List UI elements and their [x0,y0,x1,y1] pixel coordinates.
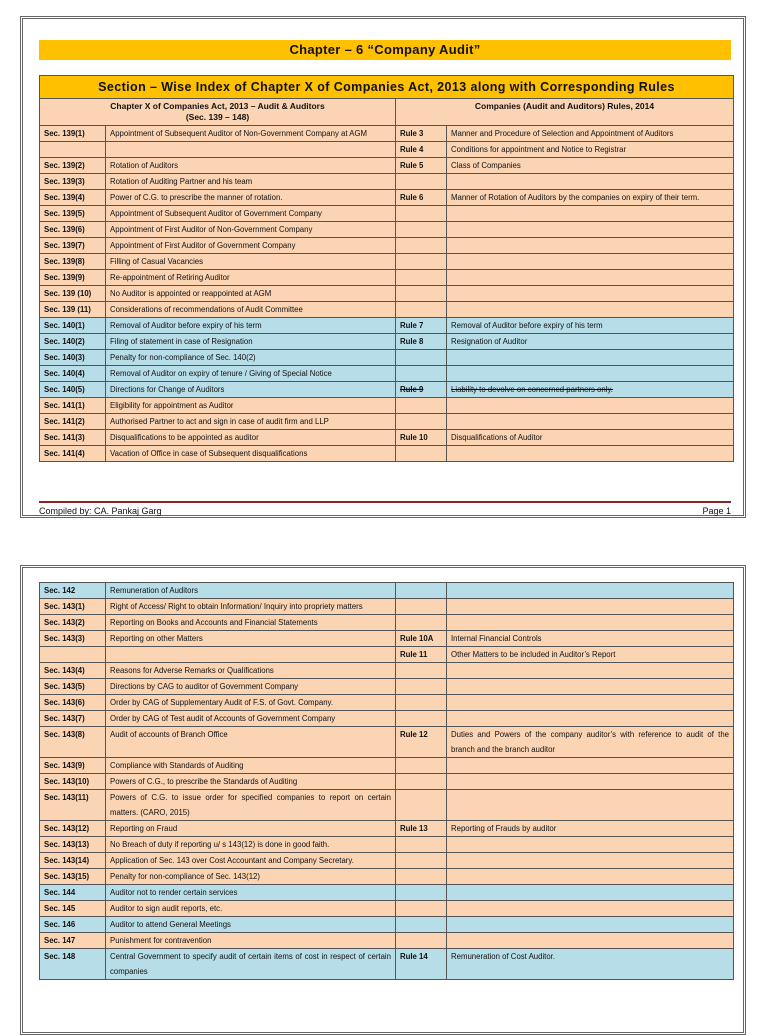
table-row [40,238,734,254]
rule-number-cell [396,254,447,270]
section-number-cell: Sec. 139(5) [40,206,106,222]
section-number-cell: Sec. 143(14) [40,853,106,869]
rule-number-cell [396,901,447,917]
section-number-cell: Sec. 145 [40,901,106,917]
section-description-cell: Removal of Auditor before expiry of his term [106,318,396,334]
section-description-cell: Right of Access/ Right to obtain Information/ Inquiry into propriety matters [106,599,396,615]
table-row [40,663,734,679]
section-description-cell: Compliance with Standards of Auditing [106,758,396,774]
rule-description-cell [447,302,734,318]
rule-number-cell: Rule 10 [396,430,447,446]
rule-description-cell [447,350,734,366]
rule-number-cell [396,206,447,222]
table-row [40,270,734,286]
section-number-cell: Sec. 139(2) [40,158,106,174]
table-row [40,142,734,158]
section-number-cell: Sec. 146 [40,917,106,933]
section-description-cell: Remuneration of Auditors [106,583,396,599]
rule-description-cell: Remuneration of Cost Auditor. [447,949,734,980]
section-description-cell: Reporting on Books and Accounts and Financial Statements [106,615,396,631]
rule-description-cell [447,933,734,949]
section-number-cell: Sec. 143(1) [40,599,106,615]
rule-description-cell [447,222,734,238]
rule-number-cell [396,917,447,933]
section-description-cell: Considerations of recommendations of Audit Committee [106,302,396,318]
rule-description-cell [447,885,734,901]
rule-number-cell: Rule 11 [396,647,447,663]
rule-description-cell [447,599,734,615]
rule-description-cell: Manner and Procedure of Selection and Appointment of Auditors [447,126,734,142]
table-row [40,366,734,382]
section-description-cell: Rotation of Auditors [106,158,396,174]
rule-description-cell [447,238,734,254]
rule-description-cell [447,414,734,430]
section-number-cell: Sec. 143(6) [40,695,106,711]
rule-number-cell [396,933,447,949]
table-row [40,174,734,190]
table-row [40,334,734,350]
table-body [40,126,734,462]
table-row [40,302,734,318]
table-row [40,126,734,142]
table-row [40,790,734,821]
section-description-cell: Authorised Partner to act and sign in case of audit firm and LLP [106,414,396,430]
section-index-table-continued [39,582,734,980]
section-number-cell: Sec. 143(8) [40,727,106,758]
table-row [40,254,734,270]
rule-number-cell [396,679,447,695]
table-row [40,430,734,446]
rule-description-cell [447,917,734,933]
section-number-cell: Sec. 144 [40,885,106,901]
section-number-cell: Sec. 140(2) [40,334,106,350]
table-row [40,821,734,837]
column-header-act-range: (Sec. 139 – 148) [185,112,250,122]
rule-description-cell: Disqualifications of Auditor [447,430,734,446]
rule-description-cell [447,790,734,821]
section-description-cell: Filing of statement in case of Resignation [106,334,396,350]
rule-number-cell [396,222,447,238]
table-row [40,615,734,631]
rule-number-cell [396,695,447,711]
table-row [40,599,734,615]
section-description-cell: No Auditor is appointed or reappointed at AGM [106,286,396,302]
section-description-cell: Appointment of First Auditor of Non-Government Company [106,222,396,238]
rule-number-cell [396,366,447,382]
section-number-cell: Sec. 143(13) [40,837,106,853]
table-row [40,885,734,901]
rule-number-cell [396,758,447,774]
section-description-cell: Auditor to attend General Meetings [106,917,396,933]
rule-description-cell: Manner of Rotation of Auditors by the companies on expiry of their term. [447,190,734,206]
table-row [40,631,734,647]
rule-number-cell [396,663,447,679]
column-header-act-title: Chapter X of Companies Act, 2013 – Audit & Auditors [110,101,325,111]
rule-number-cell [396,414,447,430]
section-title-row [40,76,734,99]
table-row [40,949,734,980]
section-description-cell: Re-appointment of Retiring Auditor [106,270,396,286]
table-row [40,837,734,853]
rule-number-cell [396,790,447,821]
table-row [40,647,734,663]
rule-description-cell [447,695,734,711]
section-number-cell: Sec. 139(9) [40,270,106,286]
section-number-cell: Sec. 143(15) [40,869,106,885]
rule-description-cell [447,663,734,679]
section-description-cell: Rotation of Auditing Partner and his team [106,174,396,190]
rule-description-cell: Duties and Powers of the company auditor’s with reference to audit of the branch and the branch auditor [447,727,734,758]
section-number-cell: Sec. 147 [40,933,106,949]
rule-description-cell [447,446,734,462]
section-number-cell: Sec. 139 (10) [40,286,106,302]
rule-description-cell [447,583,734,599]
section-number-cell [40,647,106,663]
rule-description-cell [447,174,734,190]
rule-number-cell: Rule 12 [396,727,447,758]
rule-number-cell [396,238,447,254]
section-description-cell: Auditor not to render certain services [106,885,396,901]
section-number-cell: Sec. 143(10) [40,774,106,790]
table-row [40,758,734,774]
rule-description-cell [447,254,734,270]
section-number-cell: Sec. 148 [40,949,106,980]
rule-number-cell [396,837,447,853]
rule-description-cell [447,901,734,917]
section-description-cell: Powers of C.G., to prescribe the Standards of Auditing [106,774,396,790]
rule-number-cell [396,615,447,631]
table-row [40,679,734,695]
table-row [40,901,734,917]
section-title: Section – Wise Index of Chapter X of Companies Act, 2013 along with Corresponding Rules [40,76,734,99]
rule-description-cell [447,206,734,222]
section-description-cell: Reporting on other Matters [106,631,396,647]
section-number-cell: Sec. 139(4) [40,190,106,206]
section-number-cell: Sec. 143(2) [40,615,106,631]
section-number-cell: Sec. 140(5) [40,382,106,398]
rule-description-cell [447,869,734,885]
section-number-cell [40,142,106,158]
table-row [40,350,734,366]
rule-number-cell [396,270,447,286]
rule-number-cell [396,302,447,318]
rule-number-cell [396,599,447,615]
section-number-cell: Sec. 140(3) [40,350,106,366]
rule-number-cell: Rule 10A [396,631,447,647]
column-header-act [40,99,396,126]
rule-number-cell [396,446,447,462]
section-number-cell: Sec. 143(11) [40,790,106,821]
table-row [40,917,734,933]
section-description-cell: Directions for Change of Auditors [106,382,396,398]
section-description-cell: Appointment of Subsequent Auditor of Non-Government Company at AGM [106,126,396,142]
section-description-cell: No Breach of duty if reporting u/ s 143(12) is done in good faith. [106,837,396,853]
section-description-cell: Penalty for non-compliance of Sec. 140(2) [106,350,396,366]
rule-description-cell: Conditions for appointment and Notice to Registrar [447,142,734,158]
table-row [40,727,734,758]
column-header-row [40,99,734,126]
section-number-cell: Sec. 140(4) [40,366,106,382]
section-number-cell: Sec. 143(7) [40,711,106,727]
section-description-cell: Removal of Auditor on expiry of tenure / Giving of Special Notice [106,366,396,382]
section-description-cell: Order by CAG of Test audit of Accounts of Government Company [106,711,396,727]
section-description-cell: Central Government to specify audit of certain items of cost in respect of certain companies [106,949,396,980]
table-row [40,286,734,302]
section-number-cell: Sec. 143(3) [40,631,106,647]
section-number-cell: Sec. 143(5) [40,679,106,695]
rule-number-cell: Rule 14 [396,949,447,980]
rule-description-cell: Liability to devolve on concerned partners only. [447,382,734,398]
page-footer [39,501,731,516]
section-number-cell: Sec. 141(3) [40,430,106,446]
table-row [40,206,734,222]
table-row [40,711,734,727]
document-page-2 [20,565,746,1035]
section-description-cell: Reasons for Adverse Remarks or Qualifications [106,663,396,679]
section-description-cell [106,142,396,158]
section-description-cell [106,647,396,663]
rule-description-cell [447,366,734,382]
table-row [40,190,734,206]
table-row [40,774,734,790]
section-description-cell: Penalty for non-compliance of Sec. 143(12) [106,869,396,885]
rule-number-cell [396,869,447,885]
table-row [40,583,734,599]
rule-number-cell: Rule 7 [396,318,447,334]
table-row [40,869,734,885]
table-body [40,583,734,980]
section-description-cell: Audit of accounts of Branch Office [106,727,396,758]
rule-number-cell [396,711,447,727]
section-description-cell: Appointment of First Auditor of Government Company [106,238,396,254]
rule-description-cell [447,398,734,414]
section-description-cell: Punishment for contravention [106,933,396,949]
section-number-cell: Sec. 139(7) [40,238,106,254]
section-description-cell: Auditor to sign audit reports, etc. [106,901,396,917]
document-page-1 [20,16,746,518]
section-description-cell: Filling of Casual Vacancies [106,254,396,270]
table-row [40,695,734,711]
rule-number-cell [396,286,447,302]
rule-number-cell [396,350,447,366]
rule-number-cell [396,885,447,901]
table-row [40,414,734,430]
section-description-cell: Application of Sec. 143 over Cost Accountant and Company Secretary. [106,853,396,869]
section-description-cell: Appointment of Subsequent Auditor of Government Company [106,206,396,222]
rule-number-cell [396,774,447,790]
table-row [40,222,734,238]
rule-description-cell [447,615,734,631]
table-row [40,853,734,869]
rule-number-cell: Rule 8 [396,334,447,350]
section-number-cell: Sec. 142 [40,583,106,599]
table-row [40,158,734,174]
column-header-rules: Companies (Audit and Auditors) Rules, 2014 [396,99,734,126]
section-number-cell: Sec. 141(2) [40,414,106,430]
table-row [40,933,734,949]
section-number-cell: Sec. 139(8) [40,254,106,270]
rule-description-cell [447,758,734,774]
rule-number-cell: Rule 6 [396,190,447,206]
rule-number-cell [396,853,447,869]
section-number-cell: Sec. 141(4) [40,446,106,462]
section-number-cell: Sec. 140(1) [40,318,106,334]
table-row [40,318,734,334]
section-number-cell: Sec. 139(1) [40,126,106,142]
section-number-cell: Sec. 139 (11) [40,302,106,318]
section-description-cell: Power of C.G. to prescribe the manner of rotation. [106,190,396,206]
table-row [40,382,734,398]
rule-number-cell [396,398,447,414]
section-description-cell: Disqualifications to be appointed as auditor [106,430,396,446]
section-number-cell: Sec. 143(12) [40,821,106,837]
section-number-cell: Sec. 139(6) [40,222,106,238]
section-description-cell: Vacation of Office in case of Subsequent disqualifications [106,446,396,462]
chapter-title: Chapter – 6 “Company Audit” [39,40,731,60]
rule-description-cell [447,853,734,869]
section-description-cell: Order by CAG of Supplementary Audit of F.S. of Govt. Company. [106,695,396,711]
section-number-cell: Sec. 141(1) [40,398,106,414]
rule-description-cell [447,711,734,727]
rule-number-cell: Rule 4 [396,142,447,158]
rule-description-cell [447,679,734,695]
rule-description-cell: Resignation of Auditor [447,334,734,350]
rule-description-cell [447,837,734,853]
section-number-cell: Sec. 143(9) [40,758,106,774]
rule-number-cell [396,174,447,190]
footer-compiled-by: Compiled by: CA. Pankaj Garg [39,506,162,516]
rule-number-cell: Rule 3 [396,126,447,142]
rule-description-cell [447,774,734,790]
table-row [40,398,734,414]
rule-description-cell: Other Matters to be included in Auditor’s Report [447,647,734,663]
rule-description-cell [447,270,734,286]
rule-number-cell [396,583,447,599]
rule-description-cell: Class of Companies [447,158,734,174]
rule-number-cell: Rule 5 [396,158,447,174]
table-row [40,446,734,462]
footer-page-number: Page 1 [702,506,731,516]
rule-number-cell: Rule 13 [396,821,447,837]
section-number-cell: Sec. 143(4) [40,663,106,679]
rule-description-cell: Reporting of Frauds by auditor [447,821,734,837]
rule-description-cell: Internal Financial Controls [447,631,734,647]
section-description-cell: Directions by CAG to auditor of Government Company [106,679,396,695]
rule-description-cell [447,286,734,302]
section-description-cell: Reporting on Fraud [106,821,396,837]
section-number-cell: Sec. 139(3) [40,174,106,190]
section-index-table [39,75,734,462]
section-description-cell: Eligibility for appointment as Auditor [106,398,396,414]
rule-number-cell: Rule 9 [396,382,447,398]
section-description-cell: Powers of C.G. to issue order for specified companies to report on certain matters. (CARO, 2015) [106,790,396,821]
rule-description-cell: Removal of Auditor before expiry of his term [447,318,734,334]
